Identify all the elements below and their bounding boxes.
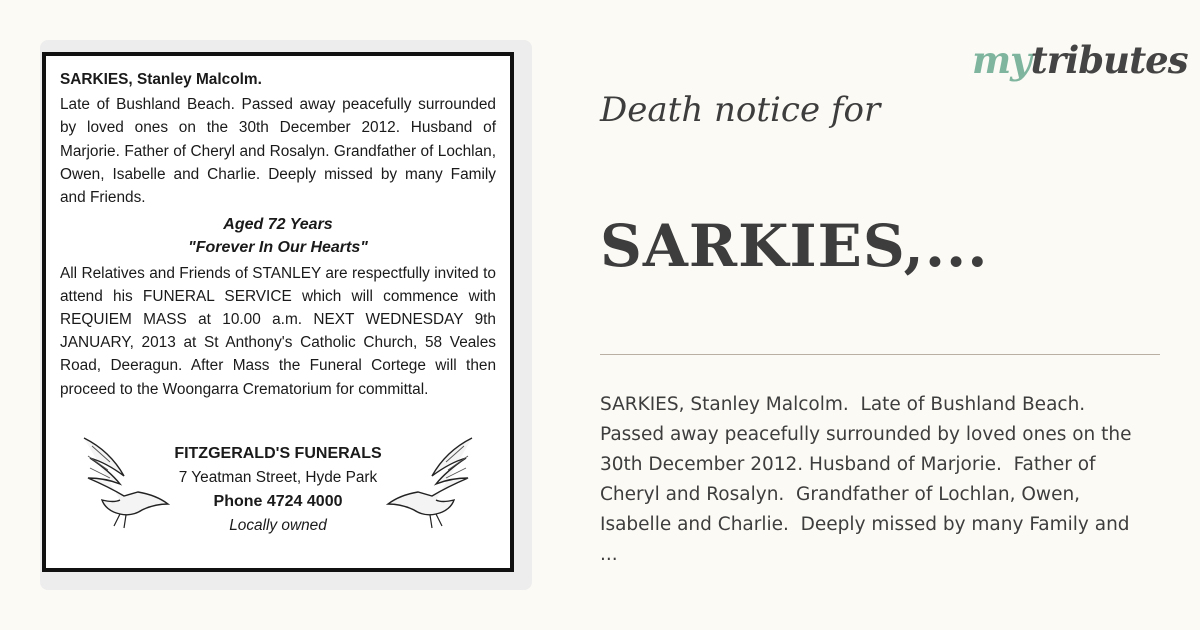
- notice-excerpt: SARKIES, Stanley Malcolm. Late of Bushland Beach. Passed away peacefully surrounded by loved ones on the 30th December 2012. Husband of Marjorie. Father of Cheryl and Rosalyn. Grandfather of Lochlan, Owen, Isabelle and Charlie. Deeply missed by many Family and ...: [600, 394, 1132, 565]
- funeral-home-address: 7 Yeatman Street, Hyde Park: [178, 469, 378, 486]
- divider: [600, 354, 1160, 355]
- notice-image-frame: [40, 40, 532, 590]
- death-notice-clipping: [42, 52, 514, 572]
- notice-age: Aged 72 Years: [223, 216, 333, 234]
- funeral-home-phone: Phone 4724 4000: [213, 493, 343, 510]
- notice-paragraph-2: All Relatives and Friends of STANLEY are respectfully invited to attend his FUNERAL SERVICE which will commence with REQUIEM MASS at 10.00 a.m. NEXT WEDNESDAY 9th JANUARY, 2013 at St Anthony's Catholic Church, 58 Veales Road, Deeragun. After Mass the Funeral Cortege will then proceed to the Woongarra Crematorium for committal.: [60, 264, 496, 398]
- funeral-home-tagline: Locally owned: [229, 517, 327, 534]
- mytributes-logo: mytributes: [972, 38, 1188, 82]
- deceased-name-title: SARKIES,...: [600, 212, 989, 280]
- page-heading: Death notice for: [600, 90, 881, 130]
- notice-deceased-name: SARKIES, Stanley Malcolm.: [60, 71, 262, 88]
- notice-quote: "Forever In Our Hearts": [188, 239, 368, 257]
- funeral-home-block: [46, 432, 510, 554]
- funeral-home-name: FITZGERALD'S FUNERALS: [174, 445, 382, 462]
- notice-paragraph-1: Late of Bushland Beach. Passed away peacefully surrounded by loved ones on the 30th December 2012. Husband of Marjorie. Father of Cheryl and Rosalyn. Grandfather of Lochlan, Owen, Isabelle and Charlie. Deeply missed by many Family and Friends.: [60, 96, 496, 207]
